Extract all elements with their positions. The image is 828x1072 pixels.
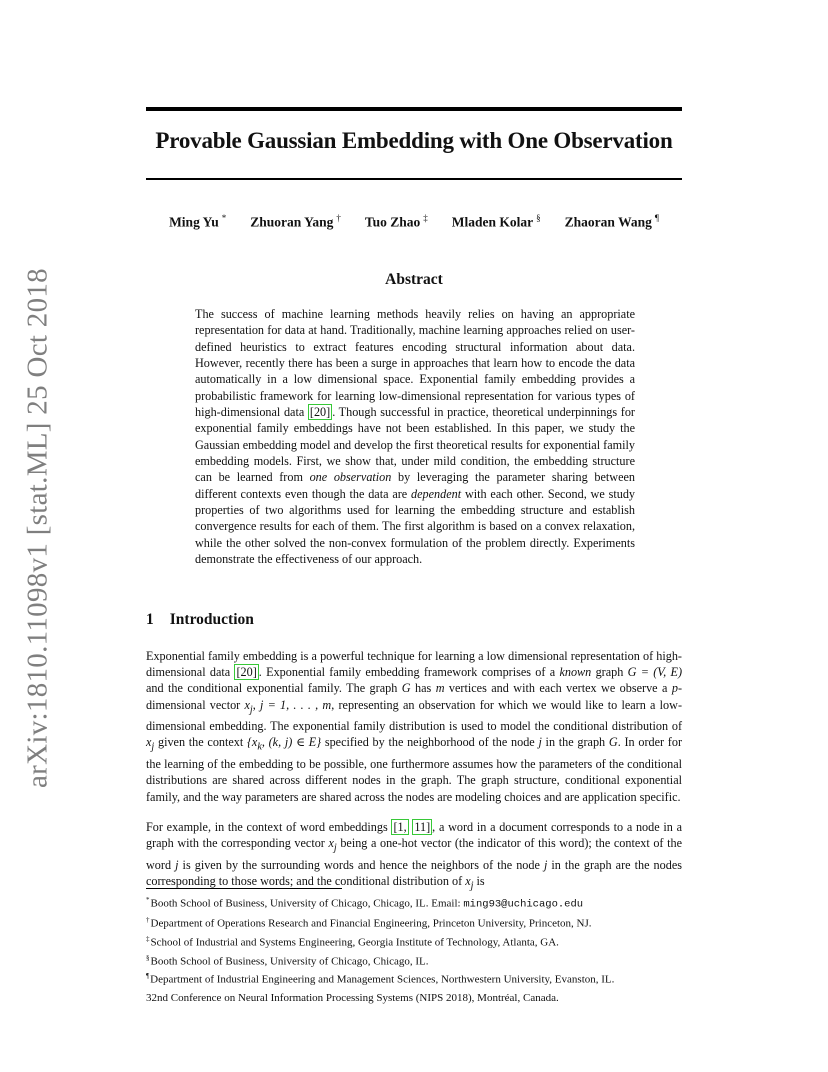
- footnote-4: §Booth School of Business, University of Chicago, Chicago, IL.: [146, 953, 429, 968]
- citation-link[interactable]: [20]: [236, 665, 257, 680]
- author-5: Zhaoran Wang ¶: [564, 213, 659, 230]
- footnote-1: *Booth School of Business, University of Chicago, Chicago, IL. Email: ming93@uchicago.edu: [146, 896, 584, 911]
- email-link[interactable]: ming93@uchicago.edu: [463, 898, 584, 911]
- footnote-2: †Department of Operations Research and Financial Engineering, Princeton University, Princeton, NJ.: [146, 915, 592, 930]
- author-2: Zhuoran Yang †: [250, 213, 341, 230]
- abstract-heading: Abstract: [385, 271, 443, 288]
- citation-link[interactable]: [20]: [309, 405, 331, 420]
- author-1: Ming Yu *: [169, 213, 227, 230]
- title-top-rule: [146, 107, 682, 111]
- section-heading-introduction: 1 Introduction: [146, 611, 254, 628]
- footnote-rule: [146, 888, 342, 889]
- paper-title: Provable Gaussian Embedding with One Observation: [155, 128, 673, 153]
- footnote-5: ¶Department of Industrial Engineering and Management Sciences, Northwestern University, Evanston, IL.: [146, 972, 615, 987]
- conference-note: 32nd Conference on Neural Information Processing Systems (NIPS 2018), Montréal, Canada.: [146, 992, 559, 1004]
- title-bottom-rule: [146, 178, 682, 180]
- footnote-3: ‡School of Industrial and Systems Engineering, Georgia Institute of Technology, Atlanta, GA.: [146, 934, 559, 949]
- citation-link[interactable]: [1,: [393, 820, 407, 834]
- arxiv-stamp-text: arXiv:1810.11098v1 [stat.ML] 25 Oct 2018: [21, 268, 54, 788]
- arxiv-stamp: [21, 268, 54, 788]
- footnotes: [146, 893, 706, 988]
- author-3: Tuo Zhao ‡: [364, 213, 428, 230]
- author-4: Mladen Kolar §: [451, 213, 541, 230]
- abstract-text: The success of machine learning methods heavily relies on having an appropriate representation for data at hand. Traditionally, machine learning approaches relied on user-defined heuristics to extract features encoding structural information about data. However, recently there has been a surge in approaches that learn how to encode the data automatically in a low dimensional space. Exponential family embedding provides a probabilistic framework for learning low-dimensional representation for various types of high-dimensional data [20] . Though successful in practice, theoretical underpinnings for exponential family embeddings have not been established. In this paper, we study the Gaussian embedding model and develop the first theoretical results for exponential family embedding models. First, we show that, under mild condition, the embedding structure can be learned from one observation by leveraging the parameter sharing between different contexts even though the data are dependent with each other. Second, we study properties of two algorithms used for learning the embedding structure and establish convergence results for each of them. The first algorithm is based on a convex relaxation, while the other solved the non-convex formulation of the problem directly. Experiments demonstrate the effectiveness of our approach.: [195, 307, 636, 567]
- intro-paragraph-2: For example, in the context of word embeddings [1, 11] , a word in a document corresponds to a node in a graph with the corresponding vector $x_j$ being a one-hot vector (the indicator of this word); the context of the word j is given by the surrounding words and hence the neighbors of the node j in the graph are the nodes corresponding to those words; and the conditional distribution of $x_j$ is: [146, 820, 683, 892]
- author-list: [146, 213, 682, 235]
- intro-paragraph-1: Exponential family embedding is a powerful technique for learning a low dimensional representation of high-dimensional data [20] . Exponential family embedding framework comprises of a known graph G = (V, E) and the conditional exponential family. The graph G has m vertices and with each vertex we observe a p-dimensional vector $x_j$, j = 1, . . . , m, representing an observation for which we would like to learn a low-dimensional embedding. The exponential family distribution is used to model the conditional distribution of $x_j$ given the context {$x_k$, (k, j) ∈ E} specified by the neighborhood of the node j in the graph G. In order for the learning of the embedding to be possible, one furthermore assumes how the parameters of the conditional distributions are shared across different nodes in the graph. The graph structure, conditional exponential family, and the way parameters are shared across the nodes are modeling choices and are application specific.: [146, 649, 683, 804]
- citation-link[interactable]: 11]: [414, 820, 431, 834]
